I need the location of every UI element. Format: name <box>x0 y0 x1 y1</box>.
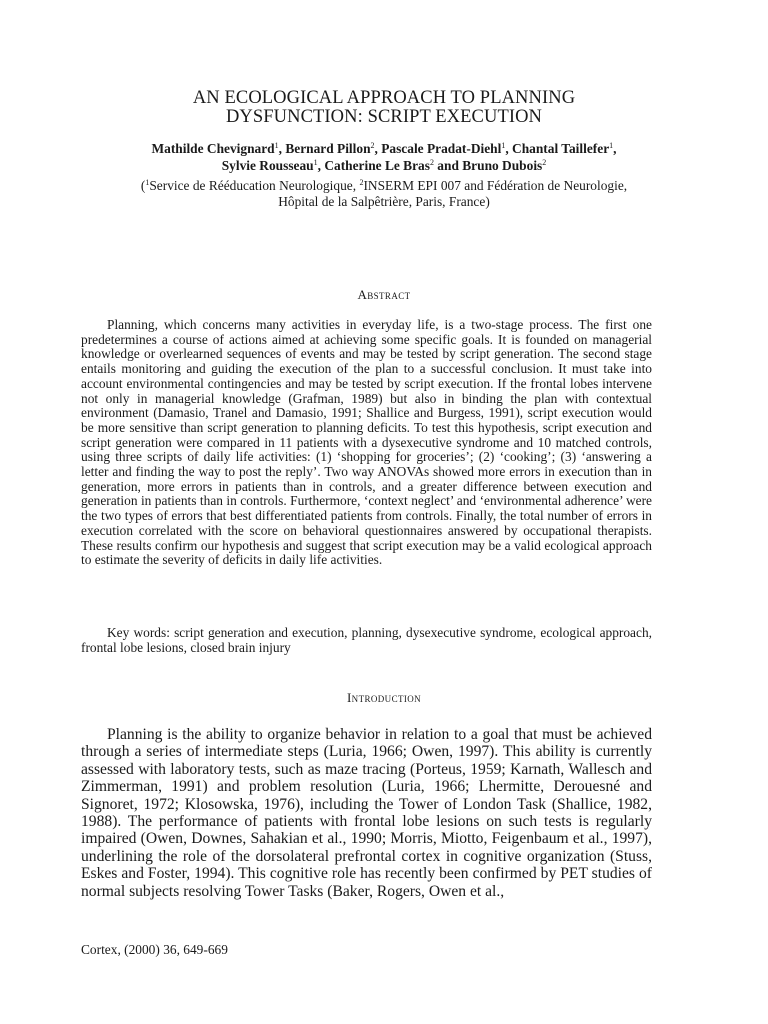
title-line-2: DYSFUNCTION: SCRIPT EXECUTION <box>225 107 543 127</box>
affiliations <box>0 178 768 210</box>
affiliation-text: Service de Rééducation Neurologique, <box>149 178 360 193</box>
author-separator: , <box>505 141 513 156</box>
author-affiliation-mark: 1 <box>274 141 279 150</box>
affiliation-text: INSERM EPI 007 and Fédération de Neurologie, <box>363 178 628 193</box>
author-affiliation-mark: 2 <box>370 141 375 150</box>
author-separator: , <box>278 141 286 156</box>
author-name: Mathilde Chevignard <box>151 141 275 156</box>
author-affiliation-mark: 2 <box>429 158 434 167</box>
introduction-heading: Introduction <box>346 690 422 705</box>
abstract-body: Planning, which concerns many activities in everyday life, is a two-stage process. The first one predetermines a course of actions aimed at achieving some specific goals. It is founded on managerial knowledge or overlearned sequences of events and may be tested by script generation. The second stage entails monitoring and guiding the execution of the plan to a successful conclusion. It must take into account environmental contingencies and may be tested by script execution. If the frontal lobes intervene not only in managerial knowledge (Grafman, 1989) but also in binding the plan with contextual environment (Damasio, Tranel and Damasio, 1991; Shallice and Burgess, 1991), script execution would be more sensitive than script generation to planning deficits. To test this hypothesis, script execution and script generation were compared in 11 patients with a dysexecutive syndrome and 10 matched controls, using three scripts of daily life activities: (1) ‘shopping for groceries’; (2) ‘cooking’; (3) ‘answering a letter and finding the way to post the reply’. Two way ANOVAs showed more errors in execution than in generation, more errors in patients than in controls, and a greater difference between execution and generation in patients than in controls. Furthermore, ‘context neglect’ and ‘environmental adherence’ were the two types of errors that best differentiated patients from controls. Finally, the total number of errors in execution correlated with the score on behavioral questionnaires answered by occupational therapists. These results confirm our hypothesis and suggest that script execution may be a valid ecological approach to estimate the severity of deficits in daily life activities. <box>81 317 652 568</box>
author-list <box>0 140 768 174</box>
author-separator: and <box>433 158 463 173</box>
author-affiliation-mark: 1 <box>313 158 318 167</box>
affiliation-line-2: Hôpital de la Salpêtrière, Paris, France) <box>278 194 490 209</box>
author-affiliation-mark: 2 <box>542 158 547 167</box>
author-name: Bernard Pillon <box>285 141 371 156</box>
author-name: Catherine Le Bras <box>324 158 430 173</box>
introduction-body: Planning is the ability to organize behavior in relation to a goal that must be achieved through a series of intermediate steps (Luria, 1966; Owen, 1997). This ability is currently assessed with laboratory tests, such as maze tracing (Porteus, 1959; Karnath, Wallesch and Zimmerman, 1991) and problem resolution (Luria, 1966; Lhermitte, Derouesné and Signoret, 1972; Klosowska, 1976), including the Tower of London Task (Shallice, 1982, 1988). The performance of patients with frontal lobe lesions on such tests is regularly impaired (Owen, Downes, Sahakian et al., 1990; Morris, Miotto, Feigenbaum et al., 1997), underlining the role of the dorsolateral prefrontal cortex in cognitive organization (Stuss, Eskes and Foster, 1994). This cognitive role has recently been confirmed by PET studies of normal subjects resolving Tower Tasks (Baker, Rogers, Owen et al., <box>81 726 652 900</box>
author-separator: , <box>374 141 382 156</box>
keywords: Key words: script generation and execution, planning, dysexecutive syndrome, ecological approach, frontal lobe lesions, closed brain injury <box>81 625 652 655</box>
title-line-1: AN ECOLOGICAL APPROACH TO PLANNING <box>192 88 576 108</box>
author-name: Sylvie Rousseau <box>221 158 314 173</box>
paper-title <box>0 89 768 127</box>
author-affiliation-mark: 1 <box>501 141 506 150</box>
author-separator: , <box>317 158 325 173</box>
author-affiliation-mark: 1 <box>609 141 614 150</box>
affiliation-mark: 2 <box>359 178 364 187</box>
author-line-2 <box>0 157 768 174</box>
author-line-1 <box>0 140 768 157</box>
author-name: Pascale Pradat-Diehl <box>381 141 502 156</box>
affiliation-open-paren: ( <box>140 178 146 193</box>
abstract-heading: Abstract <box>357 287 411 302</box>
journal-citation-footer: Cortex, (2000) 36, 649-669 <box>81 942 228 957</box>
author-name: Chantal Taillefer <box>512 141 610 156</box>
author-name: Bruno Dubois <box>462 158 543 173</box>
affiliation-line-1 <box>0 178 768 194</box>
affiliation-mark: 1 <box>145 178 150 187</box>
author-separator: , <box>613 141 617 156</box>
